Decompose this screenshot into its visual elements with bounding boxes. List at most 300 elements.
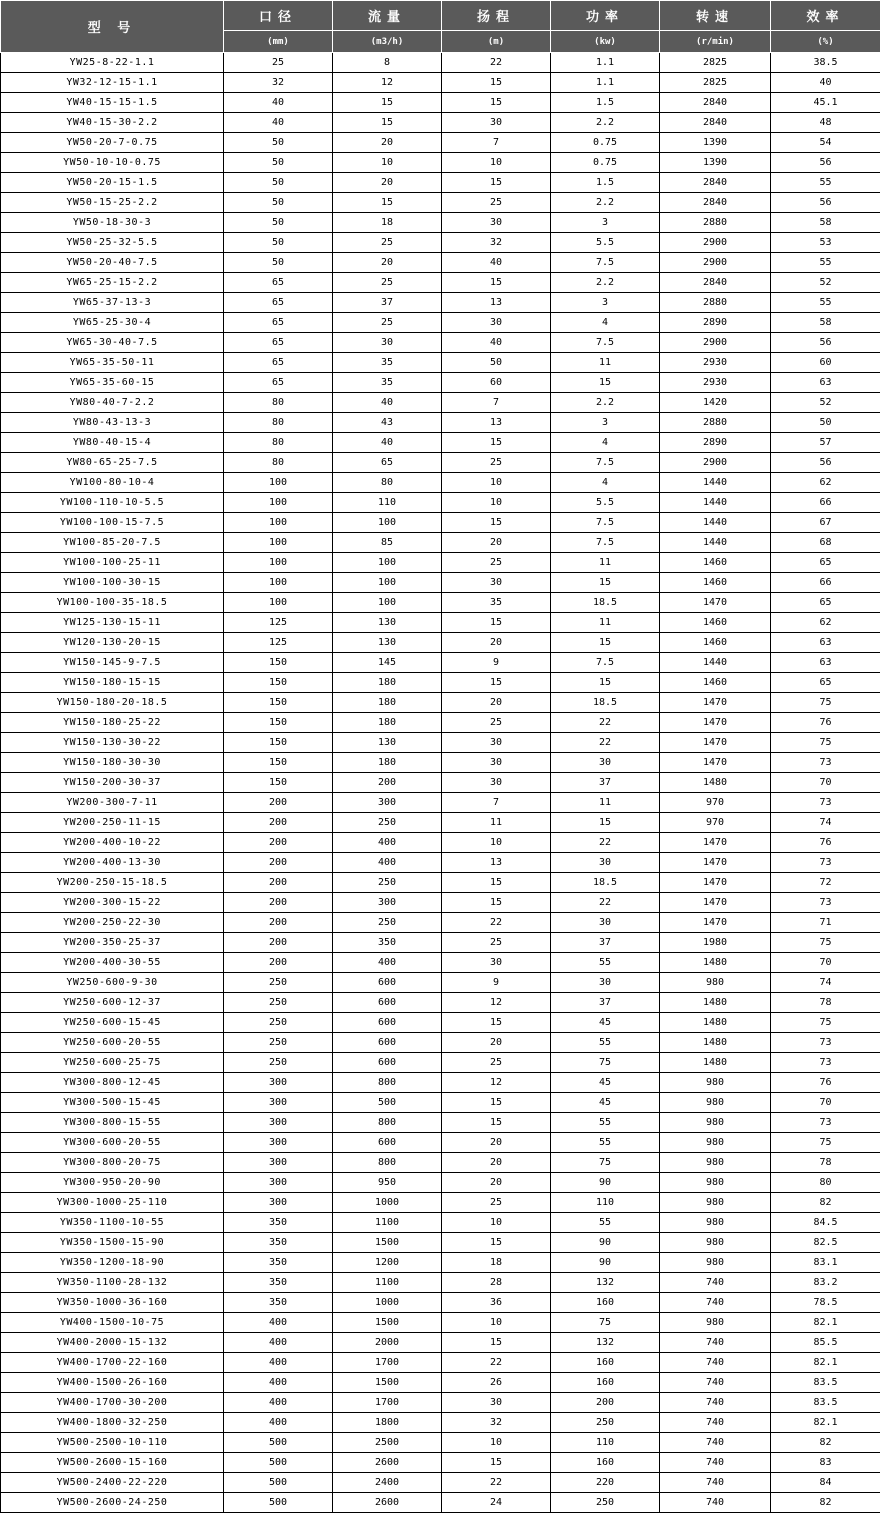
cell-power: 160 xyxy=(551,1373,660,1393)
table-row xyxy=(1,1013,880,1033)
cell-model: YW40-15-15-1.5 xyxy=(1,93,224,113)
cell-flow: 250 xyxy=(333,873,442,893)
cell-flow: 600 xyxy=(333,973,442,993)
cell-model: YW50-25-32-5.5 xyxy=(1,233,224,253)
cell-efficiency: 63 xyxy=(771,373,880,393)
cell-diameter: 500 xyxy=(224,1493,333,1513)
cell-diameter: 300 xyxy=(224,1173,333,1193)
cell-efficiency: 76 xyxy=(771,713,880,733)
cell-head: 35 xyxy=(442,593,551,613)
cell-model: YW150-180-20-18.5 xyxy=(1,693,224,713)
cell-speed: 1470 xyxy=(660,593,771,613)
cell-speed: 1470 xyxy=(660,733,771,753)
table-row xyxy=(1,1033,880,1053)
cell-diameter: 32 xyxy=(224,73,333,93)
cell-diameter: 250 xyxy=(224,973,333,993)
table-row xyxy=(1,633,880,653)
cell-speed: 980 xyxy=(660,1113,771,1133)
table-row xyxy=(1,1133,880,1153)
cell-speed: 980 xyxy=(660,1313,771,1333)
cell-power: 18.5 xyxy=(551,593,660,613)
cell-speed: 2840 xyxy=(660,113,771,133)
cell-flow: 10 xyxy=(333,153,442,173)
table-row xyxy=(1,673,880,693)
cell-model: YW400-1500-26-160 xyxy=(1,1373,224,1393)
cell-head: 15 xyxy=(442,613,551,633)
cell-head: 10 xyxy=(442,1433,551,1453)
cell-diameter: 40 xyxy=(224,93,333,113)
cell-speed: 1390 xyxy=(660,153,771,173)
cell-model: YW300-800-12-45 xyxy=(1,1073,224,1093)
table-row xyxy=(1,1213,880,1233)
cell-efficiency: 78 xyxy=(771,1153,880,1173)
table-row xyxy=(1,953,880,973)
cell-head: 15 xyxy=(442,1233,551,1253)
cell-flow: 1500 xyxy=(333,1313,442,1333)
cell-efficiency: 71 xyxy=(771,913,880,933)
cell-head: 20 xyxy=(442,1033,551,1053)
cell-efficiency: 54 xyxy=(771,133,880,153)
cell-diameter: 80 xyxy=(224,433,333,453)
cell-head: 10 xyxy=(442,153,551,173)
cell-head: 30 xyxy=(442,773,551,793)
table-row xyxy=(1,1393,880,1413)
cell-flow: 130 xyxy=(333,633,442,653)
cell-efficiency: 55 xyxy=(771,253,880,273)
cell-head: 30 xyxy=(442,573,551,593)
cell-diameter: 200 xyxy=(224,893,333,913)
cell-efficiency: 75 xyxy=(771,733,880,753)
cell-efficiency: 82.1 xyxy=(771,1313,880,1333)
cell-model: YW150-180-30-30 xyxy=(1,753,224,773)
table-row xyxy=(1,53,880,73)
cell-diameter: 250 xyxy=(224,1053,333,1073)
cell-speed: 740 xyxy=(660,1453,771,1473)
cell-diameter: 65 xyxy=(224,273,333,293)
cell-head: 32 xyxy=(442,1413,551,1433)
cell-head: 9 xyxy=(442,973,551,993)
cell-flow: 85 xyxy=(333,533,442,553)
cell-speed: 2890 xyxy=(660,313,771,333)
cell-efficiency: 70 xyxy=(771,953,880,973)
cell-head: 32 xyxy=(442,233,551,253)
cell-power: 55 xyxy=(551,1033,660,1053)
cell-efficiency: 55 xyxy=(771,293,880,313)
cell-head: 15 xyxy=(442,513,551,533)
cell-efficiency: 68 xyxy=(771,533,880,553)
table-row xyxy=(1,1493,880,1513)
cell-model: YW150-180-15-15 xyxy=(1,673,224,693)
cell-speed: 1470 xyxy=(660,853,771,873)
header-power: 功率 xyxy=(551,1,660,31)
cell-model: YW350-1200-18-90 xyxy=(1,1253,224,1273)
cell-efficiency: 73 xyxy=(771,1113,880,1133)
cell-diameter: 300 xyxy=(224,1193,333,1213)
cell-model: YW300-600-20-55 xyxy=(1,1133,224,1153)
cell-power: 7.5 xyxy=(551,253,660,273)
table-row xyxy=(1,1333,880,1353)
cell-speed: 740 xyxy=(660,1433,771,1453)
table-row xyxy=(1,433,880,453)
cell-model: YW200-250-15-18.5 xyxy=(1,873,224,893)
cell-model: YW65-37-13-3 xyxy=(1,293,224,313)
cell-speed: 1480 xyxy=(660,773,771,793)
cell-efficiency: 50 xyxy=(771,413,880,433)
cell-power: 11 xyxy=(551,353,660,373)
table-row xyxy=(1,1053,880,1073)
cell-head: 22 xyxy=(442,1353,551,1373)
cell-head: 20 xyxy=(442,633,551,653)
table-row xyxy=(1,373,880,393)
cell-model: YW120-130-20-15 xyxy=(1,633,224,653)
cell-diameter: 50 xyxy=(224,193,333,213)
cell-efficiency: 78 xyxy=(771,993,880,1013)
cell-power: 30 xyxy=(551,853,660,873)
cell-diameter: 150 xyxy=(224,773,333,793)
cell-speed: 740 xyxy=(660,1413,771,1433)
cell-flow: 600 xyxy=(333,993,442,1013)
cell-power: 15 xyxy=(551,573,660,593)
cell-efficiency: 73 xyxy=(771,1053,880,1073)
cell-model: YW80-40-15-4 xyxy=(1,433,224,453)
cell-diameter: 200 xyxy=(224,793,333,813)
unit-efficiency: (%) xyxy=(771,31,880,53)
cell-diameter: 300 xyxy=(224,1133,333,1153)
cell-power: 7.5 xyxy=(551,533,660,553)
cell-diameter: 125 xyxy=(224,613,333,633)
cell-efficiency: 83.5 xyxy=(771,1373,880,1393)
table-row xyxy=(1,813,880,833)
cell-flow: 180 xyxy=(333,673,442,693)
cell-efficiency: 70 xyxy=(771,773,880,793)
cell-flow: 2400 xyxy=(333,1473,442,1493)
cell-diameter: 100 xyxy=(224,553,333,573)
cell-flow: 1200 xyxy=(333,1253,442,1273)
cell-power: 37 xyxy=(551,933,660,953)
cell-power: 30 xyxy=(551,753,660,773)
cell-efficiency: 62 xyxy=(771,473,880,493)
cell-flow: 20 xyxy=(333,253,442,273)
cell-head: 15 xyxy=(442,1333,551,1353)
cell-power: 15 xyxy=(551,813,660,833)
cell-model: YW350-1500-15-90 xyxy=(1,1233,224,1253)
cell-power: 3 xyxy=(551,413,660,433)
cell-head: 10 xyxy=(442,1313,551,1333)
cell-flow: 500 xyxy=(333,1093,442,1113)
cell-speed: 980 xyxy=(660,1173,771,1193)
cell-flow: 1100 xyxy=(333,1213,442,1233)
header-head: 扬程 xyxy=(442,1,551,31)
table-row xyxy=(1,573,880,593)
cell-diameter: 100 xyxy=(224,513,333,533)
cell-head: 15 xyxy=(442,433,551,453)
cell-model: YW200-300-7-11 xyxy=(1,793,224,813)
cell-efficiency: 76 xyxy=(771,833,880,853)
cell-power: 22 xyxy=(551,893,660,913)
cell-head: 28 xyxy=(442,1273,551,1293)
cell-power: 18.5 xyxy=(551,873,660,893)
cell-power: 160 xyxy=(551,1293,660,1313)
cell-head: 30 xyxy=(442,953,551,973)
header-speed: 转速 xyxy=(660,1,771,31)
cell-head: 26 xyxy=(442,1373,551,1393)
cell-flow: 2600 xyxy=(333,1453,442,1473)
cell-model: YW200-400-10-22 xyxy=(1,833,224,853)
cell-speed: 1460 xyxy=(660,573,771,593)
cell-head: 22 xyxy=(442,53,551,73)
cell-power: 55 xyxy=(551,1133,660,1153)
cell-model: YW500-2600-15-160 xyxy=(1,1453,224,1473)
cell-speed: 970 xyxy=(660,813,771,833)
cell-diameter: 150 xyxy=(224,733,333,753)
cell-speed: 2930 xyxy=(660,373,771,393)
cell-speed: 1460 xyxy=(660,673,771,693)
cell-diameter: 200 xyxy=(224,873,333,893)
cell-head: 20 xyxy=(442,1153,551,1173)
cell-head: 30 xyxy=(442,113,551,133)
cell-flow: 80 xyxy=(333,473,442,493)
cell-diameter: 50 xyxy=(224,153,333,173)
cell-speed: 1480 xyxy=(660,993,771,1013)
cell-efficiency: 83.2 xyxy=(771,1273,880,1293)
cell-power: 2.2 xyxy=(551,113,660,133)
cell-efficiency: 83.5 xyxy=(771,1393,880,1413)
cell-head: 25 xyxy=(442,713,551,733)
cell-model: YW80-65-25-7.5 xyxy=(1,453,224,473)
table-row xyxy=(1,833,880,853)
cell-model: YW150-145-9-7.5 xyxy=(1,653,224,673)
cell-power: 220 xyxy=(551,1473,660,1493)
table-row xyxy=(1,553,880,573)
cell-efficiency: 74 xyxy=(771,813,880,833)
cell-model: YW500-2400-22-220 xyxy=(1,1473,224,1493)
cell-head: 30 xyxy=(442,733,551,753)
cell-speed: 1440 xyxy=(660,473,771,493)
table-row xyxy=(1,1473,880,1493)
cell-head: 25 xyxy=(442,933,551,953)
cell-head: 22 xyxy=(442,913,551,933)
table-row xyxy=(1,413,880,433)
cell-efficiency: 67 xyxy=(771,513,880,533)
table-row xyxy=(1,993,880,1013)
table-row xyxy=(1,733,880,753)
cell-head: 13 xyxy=(442,413,551,433)
cell-head: 15 xyxy=(442,873,551,893)
cell-efficiency: 48 xyxy=(771,113,880,133)
cell-efficiency: 84.5 xyxy=(771,1213,880,1233)
cell-model: YW400-1500-10-75 xyxy=(1,1313,224,1333)
cell-speed: 2890 xyxy=(660,433,771,453)
cell-efficiency: 45.1 xyxy=(771,93,880,113)
cell-diameter: 350 xyxy=(224,1293,333,1313)
cell-model: YW50-15-25-2.2 xyxy=(1,193,224,213)
cell-model: YW400-1700-30-200 xyxy=(1,1393,224,1413)
cell-efficiency: 83 xyxy=(771,1453,880,1473)
cell-speed: 740 xyxy=(660,1333,771,1353)
table-row xyxy=(1,73,880,93)
table-row xyxy=(1,533,880,553)
cell-flow: 37 xyxy=(333,293,442,313)
cell-speed: 980 xyxy=(660,1193,771,1213)
cell-flow: 800 xyxy=(333,1153,442,1173)
cell-head: 7 xyxy=(442,393,551,413)
cell-head: 18 xyxy=(442,1253,551,1273)
cell-efficiency: 82.1 xyxy=(771,1413,880,1433)
cell-speed: 1470 xyxy=(660,893,771,913)
cell-power: 3 xyxy=(551,293,660,313)
cell-head: 22 xyxy=(442,1473,551,1493)
cell-speed: 2825 xyxy=(660,73,771,93)
cell-diameter: 350 xyxy=(224,1233,333,1253)
cell-model: YW65-25-30-4 xyxy=(1,313,224,333)
table-row xyxy=(1,473,880,493)
cell-flow: 15 xyxy=(333,93,442,113)
table-row xyxy=(1,1233,880,1253)
cell-power: 4 xyxy=(551,433,660,453)
cell-flow: 15 xyxy=(333,193,442,213)
cell-model: YW300-800-15-55 xyxy=(1,1113,224,1133)
table-body xyxy=(1,53,880,1513)
cell-diameter: 50 xyxy=(224,133,333,153)
cell-model: YW400-1800-32-250 xyxy=(1,1413,224,1433)
cell-flow: 25 xyxy=(333,273,442,293)
table-header xyxy=(1,1,880,53)
table-row xyxy=(1,773,880,793)
cell-efficiency: 40 xyxy=(771,73,880,93)
cell-power: 18.5 xyxy=(551,693,660,713)
cell-flow: 100 xyxy=(333,573,442,593)
table-row xyxy=(1,713,880,733)
cell-head: 13 xyxy=(442,853,551,873)
cell-head: 7 xyxy=(442,133,551,153)
cell-head: 10 xyxy=(442,833,551,853)
cell-flow: 20 xyxy=(333,173,442,193)
cell-speed: 1440 xyxy=(660,493,771,513)
cell-diameter: 500 xyxy=(224,1473,333,1493)
cell-power: 15 xyxy=(551,373,660,393)
cell-model: YW300-950-20-90 xyxy=(1,1173,224,1193)
cell-speed: 1480 xyxy=(660,1013,771,1033)
cell-head: 25 xyxy=(442,553,551,573)
cell-model: YW350-1000-36-160 xyxy=(1,1293,224,1313)
cell-flow: 1700 xyxy=(333,1353,442,1373)
cell-power: 250 xyxy=(551,1413,660,1433)
cell-model: YW65-35-60-15 xyxy=(1,373,224,393)
cell-power: 2.2 xyxy=(551,393,660,413)
cell-efficiency: 65 xyxy=(771,593,880,613)
table-row xyxy=(1,1413,880,1433)
table-row xyxy=(1,353,880,373)
cell-speed: 2880 xyxy=(660,213,771,233)
cell-model: YW100-80-10-4 xyxy=(1,473,224,493)
table-row xyxy=(1,1453,880,1473)
cell-power: 250 xyxy=(551,1493,660,1513)
cell-power: 1.1 xyxy=(551,53,660,73)
cell-diameter: 400 xyxy=(224,1393,333,1413)
cell-model: YW200-350-25-37 xyxy=(1,933,224,953)
cell-head: 13 xyxy=(442,293,551,313)
cell-efficiency: 74 xyxy=(771,973,880,993)
cell-head: 11 xyxy=(442,813,551,833)
cell-efficiency: 82 xyxy=(771,1193,880,1213)
cell-power: 7.5 xyxy=(551,453,660,473)
cell-power: 55 xyxy=(551,953,660,973)
table-row xyxy=(1,693,880,713)
cell-speed: 740 xyxy=(660,1293,771,1313)
cell-efficiency: 53 xyxy=(771,233,880,253)
cell-speed: 1460 xyxy=(660,613,771,633)
cell-diameter: 100 xyxy=(224,593,333,613)
cell-power: 22 xyxy=(551,733,660,753)
cell-flow: 600 xyxy=(333,1033,442,1053)
cell-flow: 600 xyxy=(333,1053,442,1073)
cell-model: YW150-180-25-22 xyxy=(1,713,224,733)
table-row xyxy=(1,293,880,313)
cell-model: YW200-400-30-55 xyxy=(1,953,224,973)
cell-efficiency: 75 xyxy=(771,933,880,953)
cell-model: YW65-25-15-2.2 xyxy=(1,273,224,293)
cell-model: YW80-40-7-2.2 xyxy=(1,393,224,413)
cell-flow: 1000 xyxy=(333,1293,442,1313)
table-row xyxy=(1,973,880,993)
cell-flow: 250 xyxy=(333,913,442,933)
cell-speed: 1440 xyxy=(660,513,771,533)
cell-power: 15 xyxy=(551,633,660,653)
table-row xyxy=(1,133,880,153)
table-row xyxy=(1,513,880,533)
cell-speed: 1390 xyxy=(660,133,771,153)
cell-model: YW250-600-20-55 xyxy=(1,1033,224,1053)
cell-model: YW25-8-22-1.1 xyxy=(1,53,224,73)
cell-diameter: 25 xyxy=(224,53,333,73)
cell-head: 10 xyxy=(442,473,551,493)
table-row xyxy=(1,1433,880,1453)
cell-head: 9 xyxy=(442,653,551,673)
cell-speed: 980 xyxy=(660,1073,771,1093)
cell-efficiency: 75 xyxy=(771,1013,880,1033)
table-row xyxy=(1,853,880,873)
cell-diameter: 125 xyxy=(224,633,333,653)
cell-diameter: 50 xyxy=(224,233,333,253)
cell-flow: 40 xyxy=(333,433,442,453)
cell-model: YW100-100-25-11 xyxy=(1,553,224,573)
cell-efficiency: 73 xyxy=(771,753,880,773)
cell-diameter: 400 xyxy=(224,1353,333,1373)
cell-speed: 980 xyxy=(660,973,771,993)
cell-power: 7.5 xyxy=(551,513,660,533)
cell-flow: 35 xyxy=(333,353,442,373)
cell-flow: 600 xyxy=(333,1133,442,1153)
cell-power: 7.5 xyxy=(551,333,660,353)
cell-power: 160 xyxy=(551,1353,660,1373)
table-row xyxy=(1,173,880,193)
table-row xyxy=(1,1293,880,1313)
table-row xyxy=(1,893,880,913)
cell-speed: 740 xyxy=(660,1373,771,1393)
cell-model: YW50-10-10-0.75 xyxy=(1,153,224,173)
cell-speed: 1480 xyxy=(660,953,771,973)
cell-flow: 12 xyxy=(333,73,442,93)
cell-flow: 8 xyxy=(333,53,442,73)
cell-speed: 740 xyxy=(660,1393,771,1413)
cell-model: YW350-1100-28-132 xyxy=(1,1273,224,1293)
cell-flow: 43 xyxy=(333,413,442,433)
cell-flow: 1700 xyxy=(333,1393,442,1413)
cell-model: YW50-20-15-1.5 xyxy=(1,173,224,193)
cell-speed: 1980 xyxy=(660,933,771,953)
cell-efficiency: 66 xyxy=(771,573,880,593)
cell-power: 5.5 xyxy=(551,233,660,253)
